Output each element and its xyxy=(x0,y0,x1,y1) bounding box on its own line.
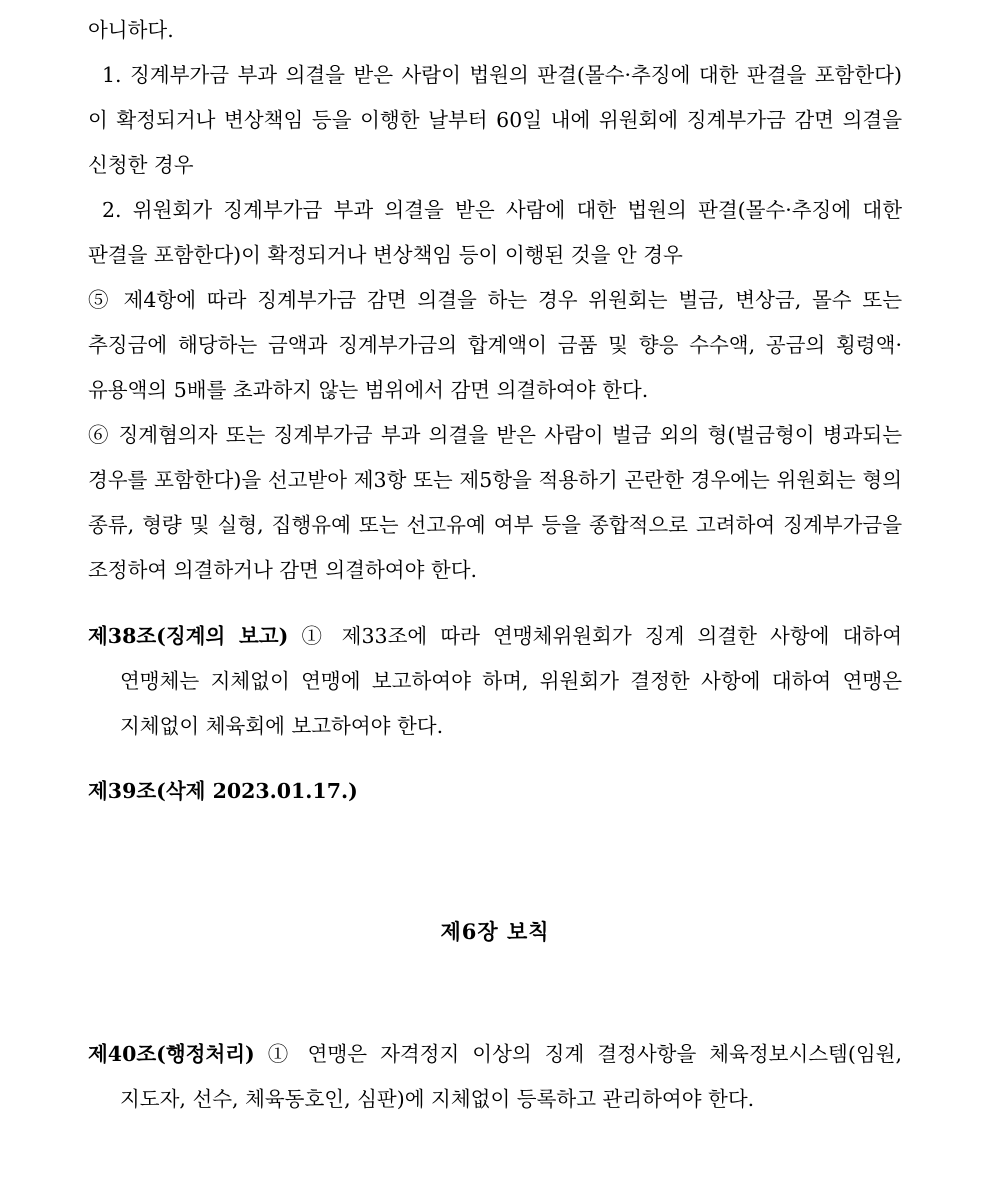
chapter-heading-6: 제6장 보칙 xyxy=(440,918,550,944)
article-38-label: 제38조(징계의 보고) xyxy=(88,623,289,648)
article-40-label: 제40조(행정처리) xyxy=(88,1042,255,1066)
list-item-2: 2. 위원회가 징계부가금 부과 의결을 받은 사람에 대한 법원의 판결(몰수·추징에 대한 판결을 포함한다)이 확정되거나 변상책임 등이 이행된 것을 안 경우 xyxy=(88,198,902,267)
article-38-body: ① 제33조에 따라 연맹체위원회가 징계 의결한 사항에 대하여 연맹체는 지체없이 연맹에 보고하여야 하며, 위원회가 결정한 사항에 대하여 연맹은 지체없이 체육회에 보고하여야 한다. xyxy=(120,623,902,738)
list-item-1: 1. 징계부가금 부과 의결을 받은 사람이 법원의 판결(몰수·추징에 대한 판결을 포함한다)이 확정되거나 변상책임 등을 이행한 날부터 60일 내에 위원회에 징계부가금 감면 의결을 신청한 경우 xyxy=(88,63,902,177)
article-40-body: ① 연맹은 자격정지 이상의 징계 결정사항을 체육정보시스템(임원, 지도자, 선수, 체육동호인, 심판)에 지체없이 등록하고 관리하여야 한다. xyxy=(120,1042,902,1111)
article-39-label: 제39조(삭제 2023.01.17.) xyxy=(88,779,358,803)
paragraph-continuation: 아니하다. xyxy=(88,18,174,42)
spacer-before-chapter xyxy=(88,835,902,909)
clause-6: ⑥ 징계혐의자 또는 징계부가금 부과 의결을 받은 사람이 벌금 외의 형(벌금형이 병과되는 경우를 포함한다)을 선고받아 제3항 또는 제5항을 적용하기 곤란한 경우에는 위원회는 형의 종류, 형량 및 실형, 집행유예 또는 선고유예 여부 등을 종합적으로 고려하여 징계부가금을 조정하여 의결하거나 감면 의결하여야 한다. xyxy=(88,423,902,582)
article-39 xyxy=(88,769,902,814)
spacer-after-chapter xyxy=(88,954,902,1012)
clause-5: ⑤ 제4항에 따라 징계부가금 감면 의결을 하는 경우 위원회는 벌금, 변상금, 몰수 또는 추징금에 해당하는 금액과 징계부가금의 합계액이 금품 및 향응 수수액, 공금의 횡령액·유용액의 5배를 초과하지 않는 범위에서 감면 의결하여야 한다. xyxy=(88,288,902,402)
article-40 xyxy=(88,1032,902,1122)
article-38 xyxy=(88,614,902,749)
